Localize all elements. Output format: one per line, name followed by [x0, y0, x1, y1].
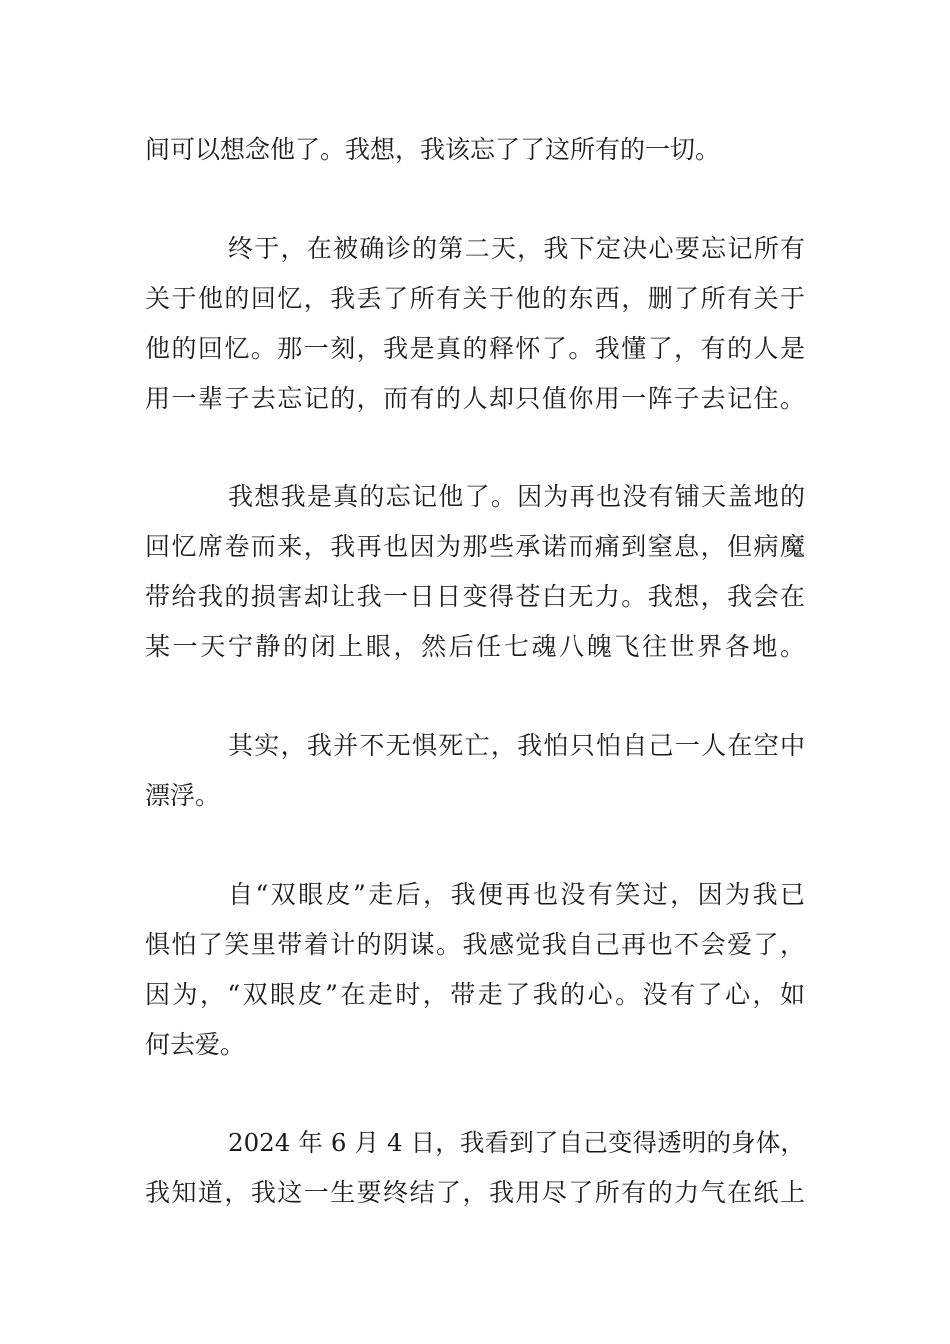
paragraph-line: 带给我的损害却让我一日日变得苍白无力。我想，我会在 — [145, 582, 805, 611]
paragraph-line: 他的回忆。那一刻，我是真的释怀了。我懂了，有的人是 — [145, 334, 805, 363]
paragraph-line: 某一天宁静的闭上眼，然后任七魂八魄飞往世界各地。 — [145, 632, 805, 661]
paragraph-line: 何去爱。 — [145, 1030, 246, 1059]
paragraph-line: 其实，我并不无惧死亡，我怕只怕自己一人在空中 — [228, 731, 805, 760]
paragraph-line: 我知道，我这一生要终结了，我用尽了所有的力气在纸上 — [145, 1178, 805, 1207]
paragraph-line: 终于，在被确诊的第二天，我下定决心要忘记所有 — [228, 234, 805, 263]
paragraph-line: 漂浮。 — [145, 781, 221, 810]
paragraph-line: 用一辈子去忘记的，而有的人却只值你用一阵子去记住。 — [145, 384, 805, 413]
paragraph-line: 我想我是真的忘记他了。因为再也没有铺天盖地的 — [228, 482, 805, 511]
paragraph-line: 自“双眼皮”走后，我便再也没有笑过，因为我已 — [228, 880, 805, 909]
paragraph-line: 关于他的回忆，我丢了所有关于他的东西，删了所有关于 — [145, 284, 805, 313]
paragraph-line: 间可以想念他了。我想，我该忘了了这所有的一切。 — [145, 135, 721, 164]
paragraph-line: 2024 年 6 月 4 日，我看到了自己变得透明的身体， — [228, 1128, 805, 1157]
paragraph-line: 回忆席卷而来，我再也因为那些承诺而痛到窒息，但病魔 — [145, 532, 805, 561]
paragraph-line: 因为，“双眼皮”在走时，带走了我的心。没有了心，如 — [145, 980, 805, 1009]
paragraph-line: 惧怕了笑里带着计的阴谋。我感觉我自己再也不会爱了， — [145, 930, 805, 959]
